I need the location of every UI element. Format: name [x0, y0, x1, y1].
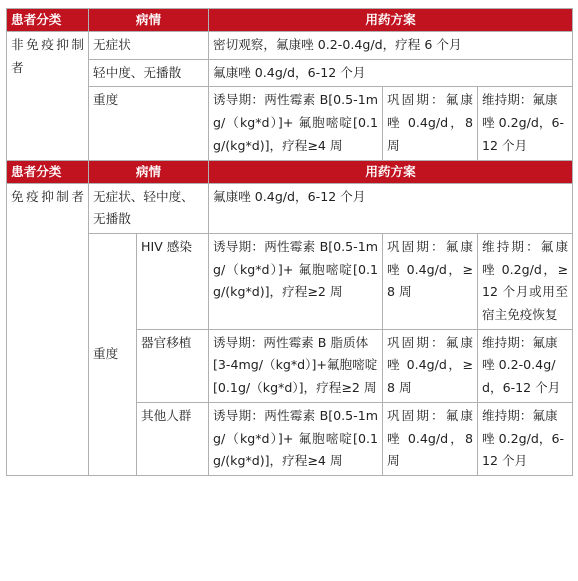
- consolidation-cell: 巩固期：氟康唑 0.4g/d，≥8 周: [383, 329, 478, 402]
- table-row: [7, 59, 573, 87]
- header-plan: 用药方案: [209, 9, 573, 32]
- maintenance-cell: 维持期：氟康唑 0.2-0.4g/d，6-12 个月: [478, 329, 573, 402]
- treatment-table: [6, 8, 573, 476]
- header-plan: 用药方案: [209, 160, 573, 183]
- header-category: 患者分类: [7, 160, 89, 183]
- condition-cell: 无症状、轻中度、无播散: [89, 183, 209, 233]
- induction-cell: 诱导期：两性霉素 B[0.5-1mg/（kg*d）]+ 氟胞嘧啶[0.1g/(kg*d)]，疗程≥4 周: [209, 87, 383, 160]
- category-non-immuno: 非免疫抑制者: [7, 32, 89, 161]
- group-name: HIV 感染: [137, 233, 209, 329]
- header-row-2: [7, 160, 573, 183]
- condition-cell: 轻中度、无播散: [89, 59, 209, 87]
- consolidation-cell: 巩固期：氟康唑 0.4g/d，8 周: [383, 87, 478, 160]
- header-row-1: [7, 9, 573, 32]
- header-category: 患者分类: [7, 9, 89, 32]
- table-row: [7, 87, 573, 160]
- maintenance-cell: 维持期：氟康唑 0.2g/d，6-12 个月: [478, 87, 573, 160]
- induction-cell: 诱导期：两性霉素 B[0.5-1mg/（kg*d）]+ 氟胞嘧啶[0.1g/(kg*d)]，疗程≥2 周: [209, 233, 383, 329]
- header-condition: 病情: [89, 160, 209, 183]
- induction-cell: 诱导期：两性霉素 B 脂质体[3-4mg/（kg*d）]+氟胞嘧啶[0.1g/（kg*d）]，疗程≥2 周: [209, 329, 383, 402]
- condition-cell: 重度: [89, 87, 209, 160]
- plan-cell: 氟康唑 0.4g/d，6-12 个月: [209, 183, 573, 233]
- group-name: 器官移植: [137, 329, 209, 402]
- severe-label: 重度: [89, 233, 137, 475]
- consolidation-cell: 巩固期：氟康唑 0.4g/d，≥8 周: [383, 233, 478, 329]
- header-condition: 病情: [89, 9, 209, 32]
- table-row: [7, 183, 573, 233]
- plan-cell: 氟康唑 0.4g/d，6-12 个月: [209, 59, 573, 87]
- group-name: 其他人群: [137, 402, 209, 475]
- induction-cell: 诱导期：两性霉素 B[0.5-1mg/（kg*d）]+ 氟胞嘧啶[0.1g/(kg*d)]，疗程≥4 周: [209, 402, 383, 475]
- condition-cell: 无症状: [89, 32, 209, 60]
- maintenance-cell: 维持期：氟康唑 0.2g/d，6-12 个月: [478, 402, 573, 475]
- category-immuno: 免疫抑制者: [7, 183, 89, 475]
- table-row: [7, 32, 573, 60]
- plan-cell: 密切观察，氟康唑 0.2-0.4g/d，疗程 6 个月: [209, 32, 573, 60]
- table-row: [7, 233, 573, 329]
- consolidation-cell: 巩固期：氟康唑 0.4g/d，8 周: [383, 402, 478, 475]
- maintenance-cell: 维持期：氟康唑 0.2g/d，≥ 12 个月或用至宿主免疫恢复: [478, 233, 573, 329]
